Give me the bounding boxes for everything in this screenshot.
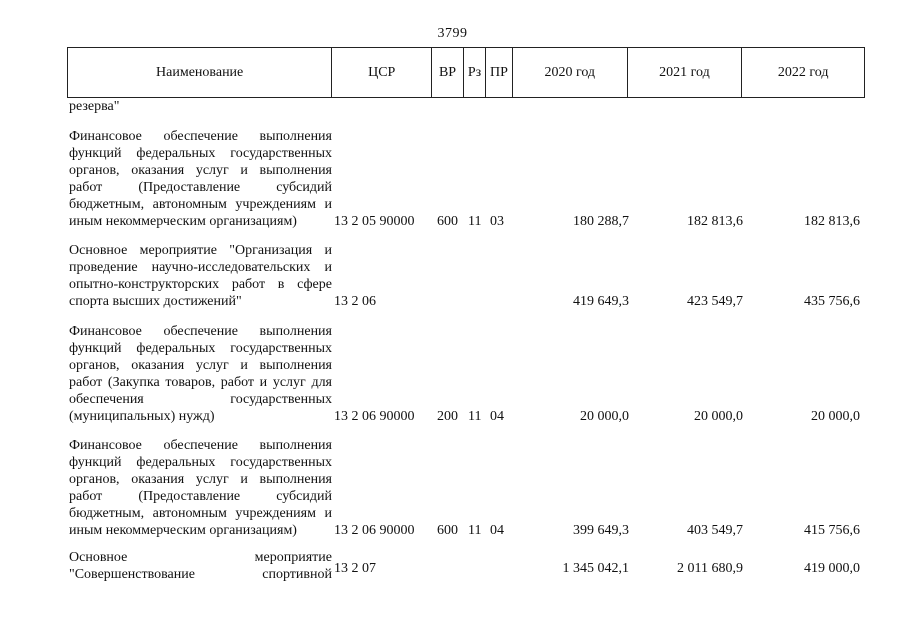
row-name-part: "Совершенствование bbox=[69, 567, 195, 582]
row-pr: 04 bbox=[490, 409, 504, 424]
row-pr: 03 bbox=[490, 214, 504, 229]
header-pr: ПР bbox=[486, 48, 513, 97]
row-csr: 13 2 06 90000 bbox=[334, 523, 415, 538]
page-number: 3799 bbox=[437, 26, 468, 41]
row-name-part: мероприятие bbox=[254, 550, 332, 565]
row-2021: 182 813,6 bbox=[687, 214, 743, 229]
row-2022: 419 000,0 bbox=[804, 561, 860, 576]
row-rz: 11 bbox=[468, 214, 482, 229]
row-csr: 13 2 05 90000 bbox=[334, 214, 415, 229]
row-csr: 13 2 06 bbox=[334, 294, 376, 309]
row-2020: 20 000,0 bbox=[580, 409, 629, 424]
row-2021: 423 549,7 bbox=[687, 294, 743, 309]
row-vr: 600 bbox=[437, 523, 458, 538]
header-2020: 2020 год bbox=[513, 48, 628, 97]
header-vr: ВР bbox=[432, 48, 464, 97]
header-name: Наименование bbox=[68, 48, 332, 97]
row-name: Финансовое обеспечение выполнения функций федеральных государственных органов, оказания услуг и выполнения работ (Закупка товаров, работ и услуг для обеспечения государственных (муниципальных) нужд) bbox=[69, 324, 332, 424]
header-2022: 2022 год bbox=[777, 64, 829, 80]
table-header bbox=[67, 47, 865, 98]
row-2022: 182 813,6 bbox=[804, 214, 860, 229]
header-csr: ЦСР bbox=[332, 48, 432, 97]
row-2021: 2 011 680,9 bbox=[677, 561, 743, 576]
row-name: резерва" bbox=[69, 99, 120, 114]
header-2021: 2021 год bbox=[628, 48, 743, 97]
row-2020: 180 288,7 bbox=[573, 214, 629, 229]
row-name-part: Основное bbox=[69, 550, 128, 565]
row-csr: 13 2 07 bbox=[334, 561, 376, 576]
row-pr: 04 bbox=[490, 523, 504, 538]
row-vr: 600 bbox=[437, 214, 458, 229]
row-rz: 11 bbox=[468, 409, 482, 424]
row-vr: 200 bbox=[437, 409, 458, 424]
row-2022: 20 000,0 bbox=[811, 409, 860, 424]
row-csr: 13 2 06 90000 bbox=[334, 409, 415, 424]
row-2020: 419 649,3 bbox=[573, 294, 629, 309]
row-2021: 403 549,7 bbox=[687, 523, 743, 538]
row-2020: 1 345 042,1 bbox=[562, 561, 629, 576]
row-2022: 435 756,6 bbox=[804, 294, 860, 309]
row-2022: 415 756,6 bbox=[804, 523, 860, 538]
row-name-part: спортивной bbox=[262, 567, 332, 582]
row-2021: 20 000,0 bbox=[694, 409, 743, 424]
header-rz: Рз bbox=[464, 48, 486, 97]
row-name: Основное мероприятие "Организация и проведение научно-исследовательских и опытно-конструкторских работ в сфере спорта высших достижений" bbox=[69, 243, 332, 309]
row-rz: 11 bbox=[468, 523, 482, 538]
row-name: Финансовое обеспечение выполнения функций федеральных государственных органов, оказания услуг и выполнения работ (Предоставление субсидий бюджетным, автономным учреждениям и иным некоммерческим организациям) bbox=[69, 438, 332, 538]
row-name: Финансовое обеспечение выполнения функций федеральных государственных органов, оказания услуг и выполнения работ (Предоставление субсидий бюджетным, автономным учреждениям и иным некоммерческим организациям) bbox=[69, 129, 332, 229]
row-2020: 399 649,3 bbox=[573, 523, 629, 538]
